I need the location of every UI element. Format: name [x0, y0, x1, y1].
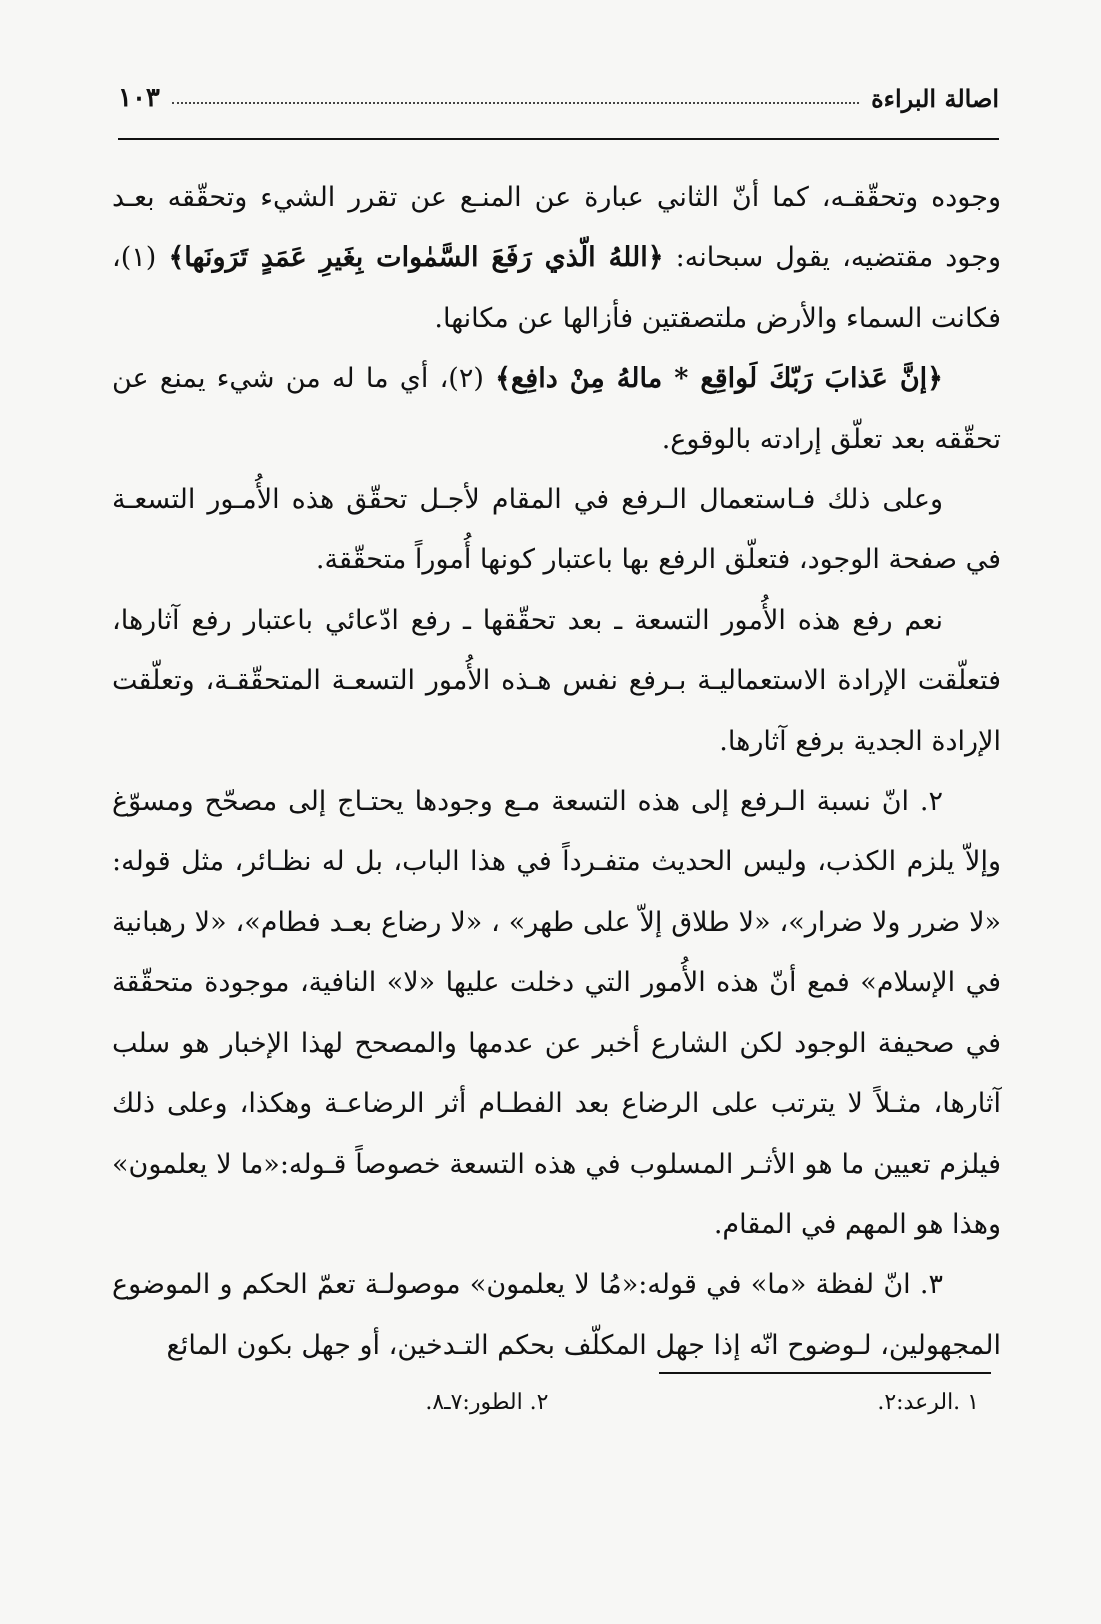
quran-verse-1: ﴿اللهُ الّذي رَفَعَ السَّمٰوات بِغَيرِ عَمَدٍ تَرَونَها﴾: [168, 242, 664, 274]
header-dot-leader: [172, 102, 859, 104]
paragraph-1: وجوده وتحقّقـه، كما أنّ الثاني عبارة عن المنـع عن تقرر الشيء وتحقّقه بعـد وجود مقتضيه، يقول سبحانه: ﴿اللهُ الّذي رَفَعَ السَّمٰوات بِغَيرِ عَمَدٍ تَرَونَها﴾ (١)، فكانت السماء والأرض ملتصقتين فأزالها عن مكانها.: [112, 182, 1001, 334]
footnote-rule: [659, 1372, 991, 1374]
chapter-title: اصالة البراءة: [871, 83, 999, 113]
paragraph-6: ٣. انّ لفظة «ما» في قوله:«مُا لا يعلمون» موصولـة تعمّ الحكم و الموضوع المجهولين، لـوضوح انّه إذا جهل المكلّف بحكم التـدخين، أو جهل بكون المائع: [112, 1269, 1001, 1361]
footnotes: [118, 1388, 989, 1418]
paragraph-4: نعم رفع هذه الأُمور التسعة ـ بعد تحقّقها ـ رفع ادّعائي باعتبار رفع آثارها، فتعلّقت الإرادة الاستعماليـة بـرفع نفس هـذه الأُمور التسعـة المتحقّقـة، وتعلّقت الإرادة الجدية برفع آثارها.: [112, 604, 1001, 757]
paragraph-2: ﴿إنَّ عَذابَ رَبّكَ لَواقِع * مالهُ مِنْ دافِع﴾ (٢)، أي ما له من شيء يمنع عن تحقّقه بعد تعلّق إرادته بالوقوع.: [112, 363, 1001, 455]
running-header: [118, 78, 999, 118]
footnote-ref-1: (١): [120, 242, 169, 274]
footnote-1: ١ .الرعد:٢.: [877, 1390, 979, 1415]
quran-verse-2: ﴿إنَّ عَذابَ رَبّكَ لَواقِع * مالهُ مِنْ دافِع﴾: [495, 363, 944, 395]
body-text: [112, 168, 1001, 1376]
header-rule: [118, 138, 999, 140]
page-number: ١٠٣: [118, 83, 160, 113]
footnote-2: ٢. الطور:٧ـ٨.: [425, 1390, 549, 1415]
paragraph-3: وعلى ذلك فـاستعمال الـرفع في المقام لأجـل تحقّق هذه الأُمـور التسعـة في صفحة الوجود، فتعلّق الرفع بها باعتبار كونها أُموراً متحقّقة.: [112, 484, 1001, 576]
paragraph-5: ٢. انّ نسبة الـرفع إلى هذه التسعة مـع وجودها يحتـاج إلى مصحّح ومسوّغ وإلاّ يلزم الكذب، وليس الحديث متفـرداً في هذا الباب، بل له نظـائر، مثل قوله: «لا ضرر ولا ضرار»، «لا طلاق إلاّ على طهر» ، «لا رضاع بعـد فطام»، «لا رهبانية في الإسلام» فمع أنّ هذه الأُمور التي دخلت عليها «لا» النافية، موجودة متحقّقة في صحيفة الوجود لكن الشارع أخبر عن عدمها والمصحح لهذا الإخبار هو سلب آثارها، مثـلاً لا يترتب على الرضاع بعد الفطـام أثر الرضاعـة وهكذا، وعلى ذلك فيلزم تعيين ما هو الأثـر المسلوب في هذه التسعة خصوصاً قـوله:«ما لا يعلمون» وهذا هو المهم في المقام.: [112, 786, 1001, 1240]
footnote-ref-2: (٢): [448, 363, 496, 395]
